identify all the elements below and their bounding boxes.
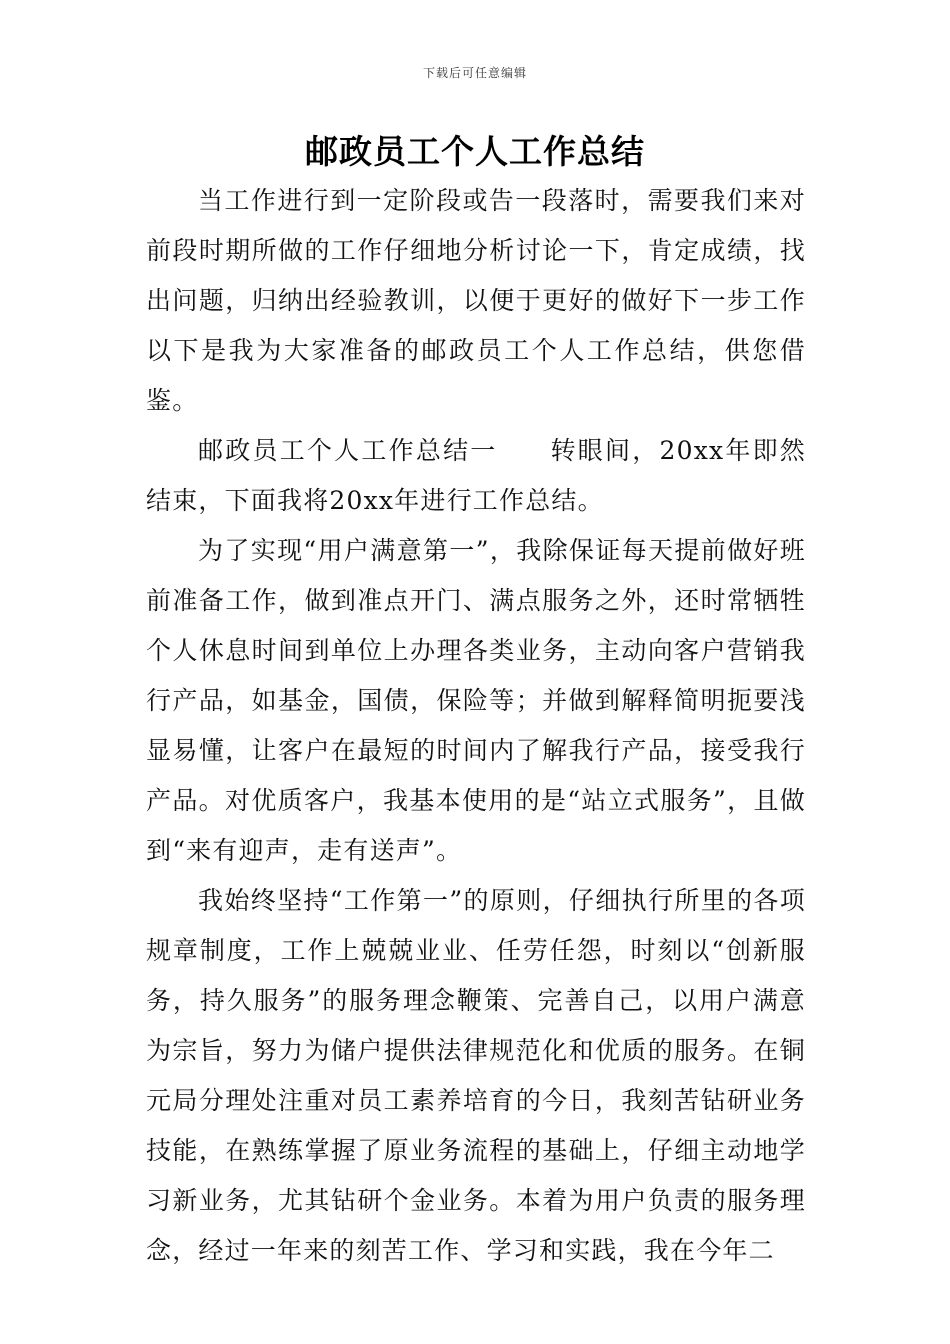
paragraph-work-principle: [146, 876, 806, 1276]
paragraph-customer-service: [146, 526, 806, 876]
paragraph-text: 转眼间，20xx年即然结束，下面我将20xx年进行工作总结。: [146, 436, 807, 515]
document-body: [146, 176, 806, 1276]
paragraph-text: 当工作进行到一定阶段或告一段落时，需要我们来对前段时期所做的工作仔细地分析讨论一下，肯定成绩，找出问题，归纳出经验教训，以便于更好的做好下一步工作以下是我为大家准备的邮政员工个人工作总结，供您借鉴。: [146, 186, 806, 415]
page-title: 邮政员工个人工作总结: [305, 132, 645, 171]
header-note: 下载后可任意编辑: [422, 66, 527, 80]
paragraph-intro: [146, 176, 806, 426]
section-heading: 邮政员工个人工作总结一: [198, 436, 498, 465]
paragraph-section-one: [146, 426, 806, 526]
paragraph-text: 我始终坚持“工作第一”的原则，仔细执行所里的各项规章制度，工作上兢兢业业、任劳任怨，时刻以“创新服务，持久服务”的服务理念鞭策、完善自己，以用户满意为宗旨，努力为储户提供法律规范化和优质的服务。在铜元局分理处注重对员工素养培育的今日，我刻苦钻研业务技能，在熟练掌握了原业务流程的基础上，仔细主动地学习新业务，尤其钻研个金业务。本着为用户负责的服务理念，经过一年来的刻苦工作、学习和实践，我在今年二: [146, 886, 806, 1265]
paragraph-text: 为了实现“用户满意第一”，我除保证每天提前做好班前准备工作，做到准点开门、满点服务之外，还时常牺牲个人休息时间到单位上办理各类业务，主动向客户营销我行产品，如基金，国债，保险等；并做到解释简明扼要浅显易懂，让客户在最短的时间内了解我行产品，接受我行产品。对优质客户，我基本使用的是“站立式服务”，且做到“来有迎声，走有送声”。: [146, 536, 806, 865]
